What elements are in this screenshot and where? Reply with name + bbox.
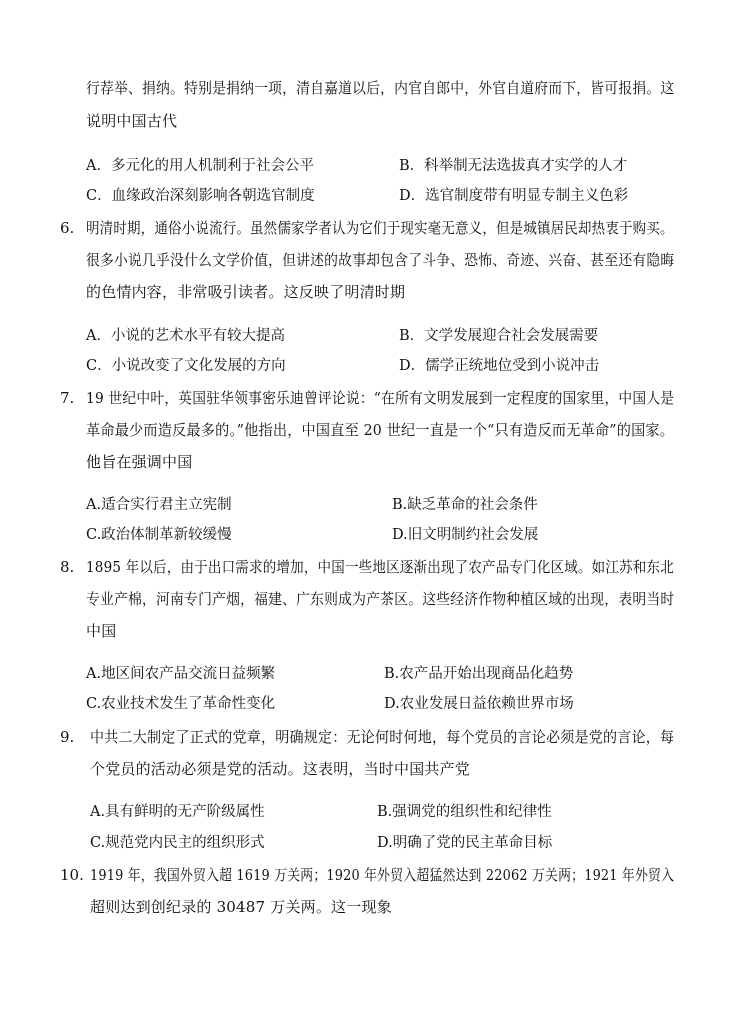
- q9-option-c: C.规范党内民主的组织形式: [90, 835, 265, 851]
- q8-stem-line-3: 中国: [86, 622, 117, 640]
- q5-option-a: A．多元化的用人机制利于社会公平: [86, 158, 314, 174]
- q5-stem-line-1: 行荐举、捐纳。特别是捐纳一项，清自嘉道以后，内官自郎中，外官自道府而下，皆可报捐。这: [86, 79, 675, 97]
- q5-stem-line-2: 说明中国古代: [86, 112, 178, 130]
- q8-stem-line-1: 1895 年以后，由于出口需求的增加，中国一些地区逐渐出现了农产品专门化区域。如江苏和东北: [86, 558, 674, 576]
- q7-option-d: D.旧文明制约社会发展: [392, 527, 539, 543]
- q7-number: 7.: [60, 389, 75, 407]
- q6-option-a: A．小说的艺术水平有较大提高: [86, 328, 285, 344]
- q10-stem-line-1: 1919 年，我国外贸入超 1619 万关两；1920 年外贸入超猛然达到 22062 万关两；1921 年外贸入: [90, 866, 675, 884]
- q6-option-c: C．小说改变了文化发展的方向: [86, 358, 286, 374]
- q7-stem-line-1: 19 世纪中叶，英国驻华领事密乐迪曾评论说：“在所有文明发展到一定程度的国家里，中国人是: [86, 389, 675, 407]
- q7-option-a: A.适合实行君主立宪制: [86, 497, 232, 513]
- q8-stem-line-2: 专业产棉，河南专门产烟，福建、广东则成为产茶区。这些经济作物种植区域的出现，表明当时: [86, 590, 675, 608]
- q8-option-c: C.农业技术发生了革命性变化: [86, 696, 276, 712]
- q6-option-b: B．文学发展迎合社会发展需要: [399, 328, 599, 344]
- q10-stem-line-2: 超则达到创纪录的 30487 万关两。这一现象: [90, 898, 392, 916]
- q9-number: 9.: [60, 728, 75, 746]
- q8-option-a: A.地区间农产品交流日益频繁: [86, 666, 276, 682]
- q8-number: 8.: [60, 558, 75, 576]
- q7-stem-line-2: 革命最少而造反最多的。”他指出，中国直至 20 世纪一直是一个“只有造反而无革命”的国家。: [86, 421, 675, 439]
- q7-option-c: C.政治体制革新较缓慢: [86, 527, 232, 543]
- q9-stem-line-2: 个党员的活动必须是党的活动。这表明，当时中国共产党: [90, 760, 471, 778]
- q6-number: 6.: [60, 219, 75, 237]
- q6-stem-line-1: 明清时期，通俗小说流行。虽然儒家学者认为它们于现实毫无意义，但是城镇居民却热衷于购买。: [86, 219, 674, 237]
- q5-option-c: C．血缘政治深刻影响各朝选官制度: [86, 188, 315, 204]
- q6-stem-line-2: 很多小说几乎没什么文学价值，但讲述的故事却包含了斗争、恐怖、奇迹、兴奋、甚至还有隐晦: [86, 251, 675, 269]
- q9-option-d: D.明确了党的民主革命目标: [377, 835, 553, 851]
- q6-stem-line-3: 的色情内容，非常吸引读者。这反映了明清时期: [86, 283, 406, 301]
- q9-stem-line-1: 中共二大制定了正式的党章，明确规定：无论何时何地，每个党员的言论必须是党的言论，每: [90, 728, 675, 746]
- q9-option-a: A.具有鲜明的无产阶级属性: [90, 804, 265, 820]
- q7-stem-line-3: 他旨在强调中国: [86, 453, 193, 471]
- q5-option-b: B．科举制无法选拔真才实学的人才: [399, 158, 628, 174]
- q5-option-d: D．选官制度带有明显专制主义色彩: [399, 188, 629, 204]
- q9-option-b: B.强调党的组织性和纪律性: [377, 804, 552, 820]
- q8-option-b: B.农产品开始出现商品化趋势: [384, 666, 574, 682]
- q8-option-d: D.农业发展日益依赖世界市场: [384, 696, 574, 712]
- q6-option-d: D．儒学正统地位受到小说冲击: [399, 358, 600, 374]
- q7-option-b: B.缺乏革命的社会条件: [392, 497, 538, 513]
- q10-number: 10.: [60, 866, 84, 884]
